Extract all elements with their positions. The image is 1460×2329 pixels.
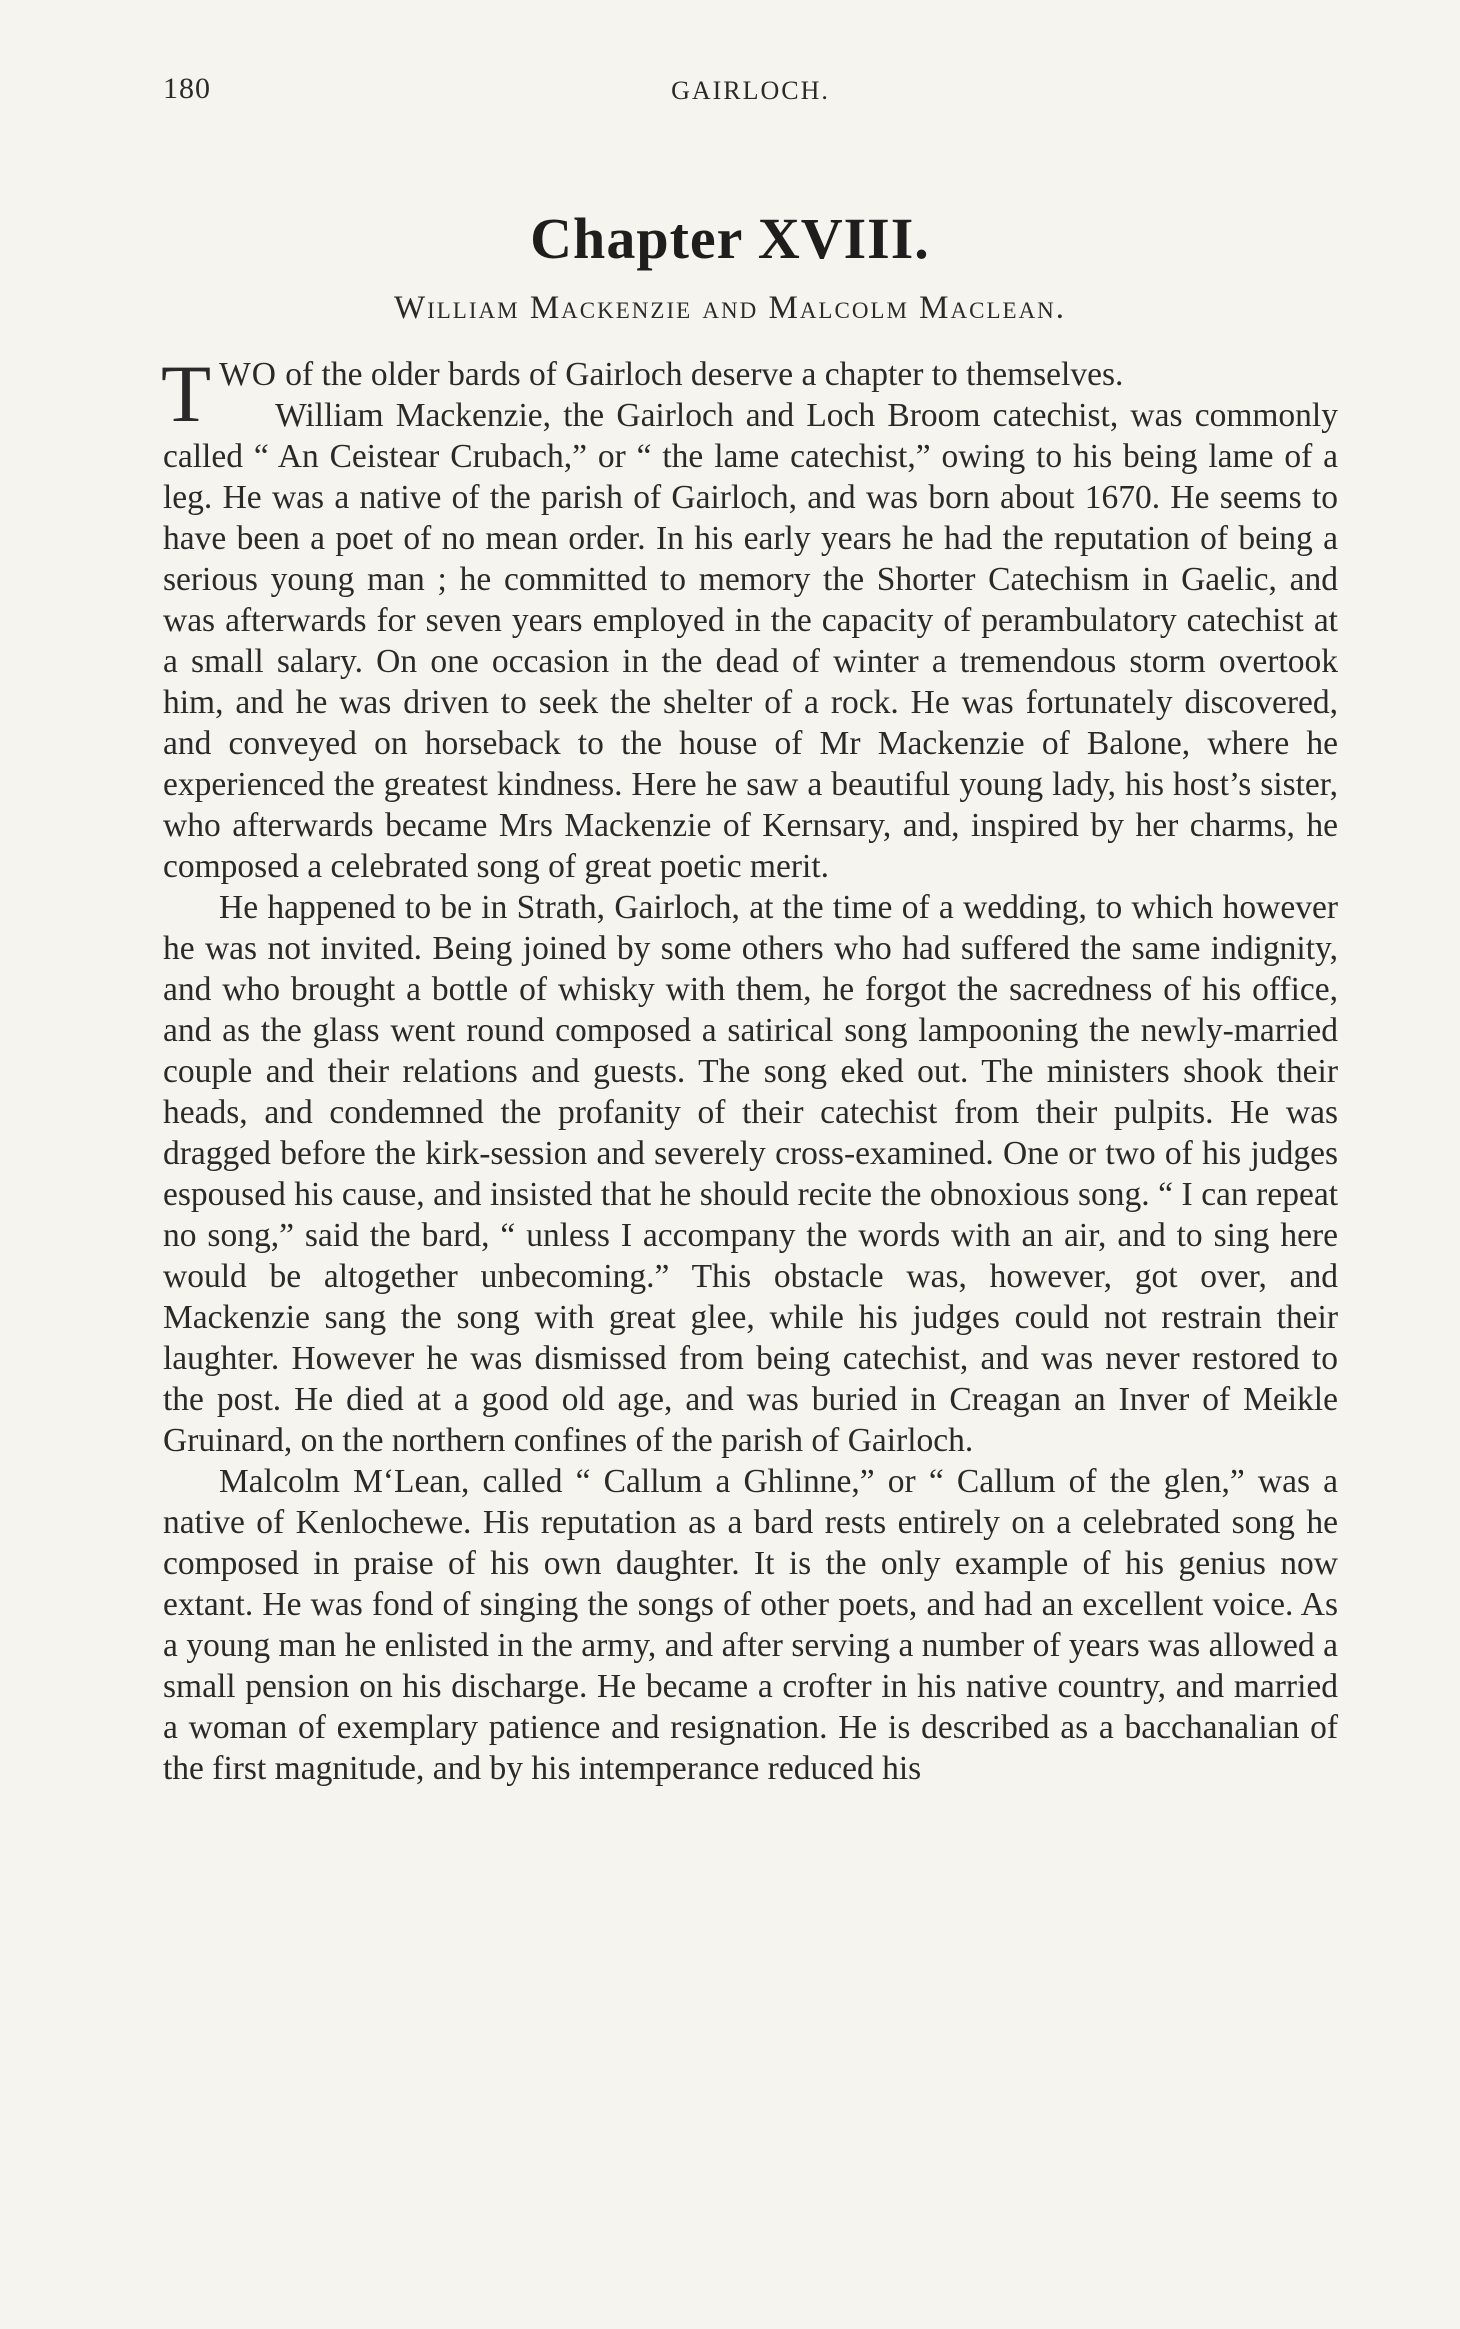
drop-cap: T: [161, 348, 212, 439]
paragraph-4: Malcolm M‘Lean, called “ Callum a Ghlinne,” or “ Callum of the glen,” was a native of Kenlochewe. His reputation as a bard rests entirely on a celebrated song he composed in praise of his own daughter. It is the only example of his genius now extant. He was fond of singing the songs of other poets, and had an excellent voice. As a young man he enlisted in the army, and after serving a number of years was allowed a small pension on his discharge. He became a crofter in his native country, and married a woman of exemplary patience and resignation. He is described as a bacchanalian of the first magnitude, and by his intemperance reduced his: [163, 1463, 1338, 1787]
page-number: 180: [163, 72, 211, 105]
paragraph-1: [161, 348, 1338, 439]
running-head: [163, 72, 1338, 112]
chapter-title: Chapter XVIII.: [530, 206, 930, 271]
running-title: GAIRLOCH.: [671, 76, 830, 105]
body-text: [161, 348, 1338, 1789]
chapter-subtitle: William Mackenzie and Malcolm Maclean.: [393, 290, 1067, 326]
paragraph-1-caps: WO: [219, 356, 277, 393]
paragraph-3: He happened to be in Strath, Gairloch, at the time of a wedding, to which however he was not invited. Being joined by some others who had suffered the same indignity, and who brought a bottle of whisky with them, he forgot the sacredness of his office, and as the glass went round composed a satirical song lampooning the newly-married couple and their relations and guests. The song eked out. The ministers shook their heads, and condemned the profanity of their catechist from their pulpits. He was dragged before the kirk-session and severely cross-examined. One or two of his judges espoused his cause, and insisted that he should recite the obnoxious song. “ I can repeat no song,” said the bard, “ unless I accompany the words with an air, and to sing here would be altogether unbecoming.” This obstacle was, however, got over, and Mackenzie sang the song with great glee, while his judges could not restrain their laughter. However he was dismissed from being catechist, and was never restored to the post. He died at a good old age, and was buried in Creagan an Inver of Meikle Gruinard, on the northern confines of the parish of Gairloch.: [163, 889, 1338, 1459]
paragraph-2: William Mackenzie, the Gairloch and Loch Broom catechist, was commonly called “ An Ceistear Crubach,” or “ the lame catechist,” owing to his being lame of a leg. He was a native of the parish of Gairloch, and was born about 1670. He seems to have been a poet of no mean order. In his early years he had the reputation of being a serious young man ; he committed to memory the Shorter Catechism in Gaelic, and was afterwards for seven years employed in the capacity of perambulatory catechist at a small salary. On one occasion in the dead of winter a tremendous storm overtook him, and he was driven to seek the shelter of a rock. He was fortunately discovered, and conveyed on horseback to the house of Mr Mackenzie of Balone, where he experienced the greatest kindness. Here he saw a beautiful young lady, his host’s sister, who afterwards became Mrs Mackenzie of Kernsary, and, inspired by her charms, he composed a celebrated song of great poetic merit.: [163, 397, 1338, 885]
paragraph-1-text: of the older bards of Gairloch deserve a chapter to themselves.: [276, 356, 1124, 393]
